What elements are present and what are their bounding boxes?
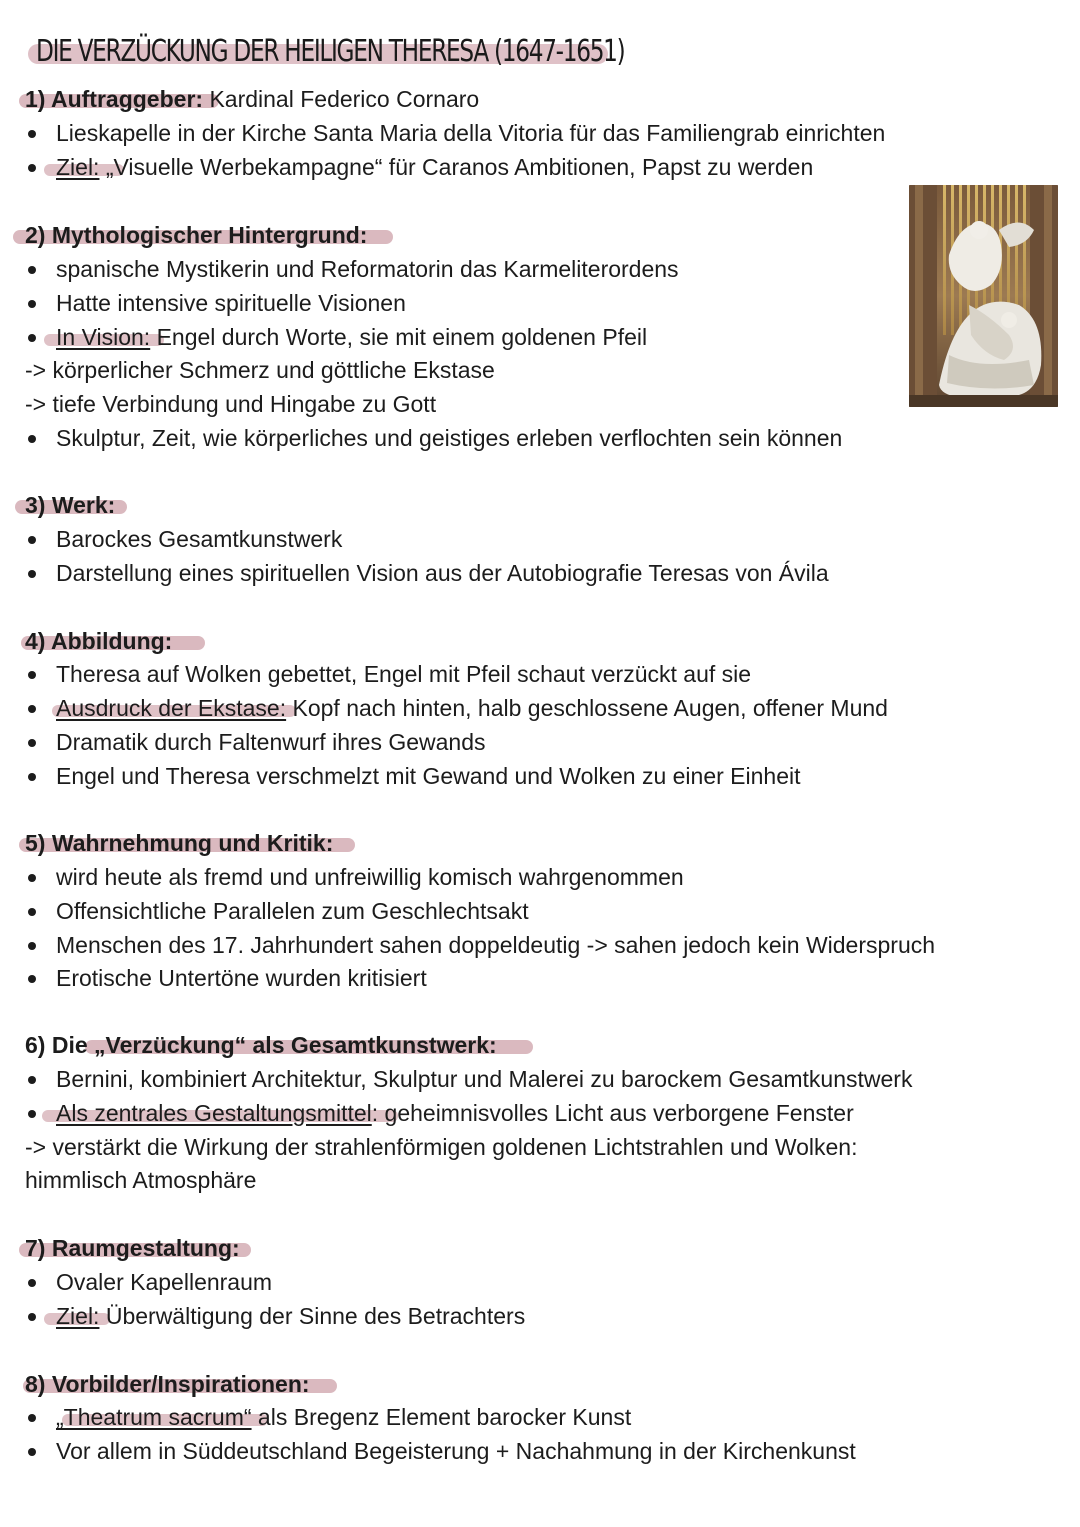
section-5-heading: 5) Wahrnehmung und Kritik: bbox=[25, 830, 334, 856]
arrow-line: -> verstärkt die Wirkung der strahlenförmigen goldenen Lichtstrahlen und Wolken: bbox=[25, 1134, 858, 1160]
bullet-icon bbox=[28, 705, 36, 713]
list-item-text: Barockes Gesamtkunstwerk bbox=[56, 526, 343, 552]
list-item-text: Skulptur, Zeit, wie körperliches und geistiges erleben verflochten sein können bbox=[56, 425, 843, 451]
section-8-heading-line bbox=[25, 1367, 310, 1401]
bullet-icon bbox=[28, 739, 36, 747]
bullet-icon bbox=[28, 570, 36, 578]
sculpture-photo bbox=[909, 185, 1058, 407]
section-6-heading: 6) Die „Verzückung“ als Gesamtkunstwerk: bbox=[25, 1032, 497, 1058]
bullet-icon bbox=[28, 942, 36, 950]
section-1-heading: 1) Auftraggeber: bbox=[25, 86, 204, 112]
list-item-text: spanische Mystikerin und Reformatorin das Karmeliterordens bbox=[56, 256, 679, 282]
bullet-icon bbox=[28, 300, 36, 308]
bullet-icon bbox=[28, 536, 36, 544]
section-6-heading-line bbox=[25, 1028, 497, 1062]
list-item-text: Bernini, kombiniert Architektur, Skulptur und Malerei zu barockem Gesamtkunstwerk bbox=[56, 1066, 913, 1092]
list-item-text: Theresa auf Wolken gebettet, Engel mit Pfeil schaut verzückt auf sie bbox=[56, 661, 752, 687]
list-item-text: Ovaler Kapellenraum bbox=[56, 1269, 273, 1295]
bullet-icon bbox=[28, 266, 36, 274]
list-item-rest: „Visuelle Werbekampagne“ für Caranos Ambitionen, Papst zu werden bbox=[99, 154, 814, 180]
bullet-icon bbox=[28, 1279, 36, 1287]
bullet-icon bbox=[28, 130, 36, 138]
list-item-label: Ziel: bbox=[56, 154, 100, 180]
bullet-icon bbox=[28, 1313, 36, 1321]
bullet-icon bbox=[28, 908, 36, 916]
list-item-label: Als zentrales Gestaltungsmittel bbox=[56, 1100, 372, 1126]
section-3-heading: 3) Werk: bbox=[25, 492, 116, 518]
bullet-icon bbox=[28, 975, 36, 983]
list-item-text: Hatte intensive spirituelle Visionen bbox=[56, 290, 406, 316]
bullet-icon bbox=[28, 334, 36, 342]
list-item-text: Vor allem in Süddeutschland Begeisterung + Nachahmung in der Kirchenkunst bbox=[56, 1438, 856, 1464]
section-4-heading: 4) Abbildung: bbox=[25, 628, 173, 654]
bullet-icon bbox=[28, 773, 36, 781]
list-item-text bbox=[56, 1299, 525, 1333]
bullet-icon bbox=[28, 874, 36, 882]
section-5-heading-line bbox=[25, 826, 333, 860]
section-3-heading-line bbox=[25, 488, 115, 522]
list-item-label: Ziel: bbox=[56, 1303, 100, 1329]
section-2-heading: 2) Mythologischer Hintergrund: bbox=[25, 222, 368, 248]
bullet-icon bbox=[28, 1110, 36, 1118]
list-item-rest: Kopf nach hinten, halb geschlossene Augen, offener Mund bbox=[286, 695, 888, 721]
list-item-rest: Überwältigung der Sinne des Betrachters bbox=[99, 1303, 526, 1329]
list-item-text bbox=[56, 691, 888, 725]
bullet-icon bbox=[28, 164, 36, 172]
bullet-icon bbox=[28, 1414, 36, 1422]
list-item-text: Erotische Untertöne wurden kritisiert bbox=[56, 965, 427, 991]
section-1-heading-line bbox=[25, 82, 479, 116]
list-item-label: Ausdruck der Ekstase: bbox=[56, 695, 287, 721]
list-item-rest: als Bregenz Element barocker Kunst bbox=[251, 1404, 632, 1430]
list-item-rest: : geheimnisvolles Licht aus verborgene Fenster bbox=[371, 1100, 854, 1126]
bullet-icon bbox=[28, 1448, 36, 1456]
list-item-text bbox=[56, 320, 647, 354]
section-4-heading-line bbox=[25, 624, 172, 658]
list-item-text: Darstellung eines spirituellen Vision aus der Autobiografie Teresas von Ávila bbox=[56, 560, 829, 586]
arrow-line: -> tiefe Verbindung und Hingabe zu Gott bbox=[25, 391, 437, 417]
section-8-heading: 8) Vorbilder/Inspirationen: bbox=[25, 1371, 310, 1397]
list-item-text: wird heute als fremd und unfreiwillig komisch wahrgenommen bbox=[56, 864, 684, 890]
list-item-text bbox=[56, 1400, 631, 1434]
list-item-text bbox=[56, 1096, 854, 1130]
bullet-icon bbox=[28, 1076, 36, 1084]
list-item-text: Lieskapelle in der Kirche Santa Maria della Vitoria für das Familiengrab einrichten bbox=[56, 120, 886, 146]
list-item-text bbox=[56, 150, 813, 184]
bullet-icon bbox=[28, 671, 36, 679]
list-item-text: Menschen des 17. Jahrhundert sahen doppeldeutig -> sahen jedoch kein Widerspruch bbox=[56, 932, 936, 958]
section-2-heading-line bbox=[25, 218, 367, 252]
list-item-text: Offensichtliche Parallelen zum Geschlechtsakt bbox=[56, 898, 529, 924]
page-title: DIE VERZÜCKUNG DER HEILIGEN THERESA (1647-1651) bbox=[36, 34, 625, 69]
list-item-label: „Theatrum sacrum“ bbox=[56, 1404, 252, 1430]
bullet-icon bbox=[28, 435, 36, 443]
list-item-label: In Vision: bbox=[56, 324, 151, 350]
list-item-text: Dramatik durch Faltenwurf ihres Gewands bbox=[56, 729, 486, 755]
sculpture-image bbox=[909, 185, 1058, 407]
list-item-rest: Engel durch Worte, sie mit einem goldenen Pfeil bbox=[150, 324, 648, 350]
text-line: himmlisch Atmosphäre bbox=[25, 1167, 257, 1193]
list-item-text: Engel und Theresa verschmelzt mit Gewand und Wolken zu einer Einheit bbox=[56, 763, 801, 789]
section-7-heading-line bbox=[25, 1231, 240, 1265]
arrow-line: -> körperlicher Schmerz und göttliche Ekstase bbox=[25, 357, 495, 383]
section-1-heading-rest: Kardinal Federico Cornaro bbox=[203, 86, 480, 112]
section-7-heading: 7) Raumgestaltung: bbox=[25, 1235, 240, 1261]
